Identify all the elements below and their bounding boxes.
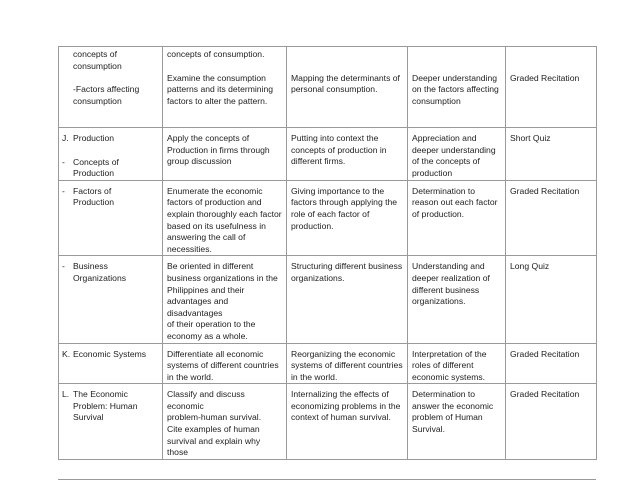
activity-cell <box>287 128 408 181</box>
activity-cell <box>287 180 408 256</box>
list-marker: K. <box>62 348 71 359</box>
assessment-text: Graded Recitation <box>510 72 580 83</box>
table-row <box>59 128 597 181</box>
topic-cell <box>59 180 163 256</box>
assessment-text: Graded Recitation <box>510 185 580 196</box>
topic-text: Business Organizations <box>73 261 127 283</box>
table-row <box>59 47 597 128</box>
value-cell <box>408 384 506 460</box>
activity-cell <box>287 256 408 343</box>
value-cell <box>408 180 506 256</box>
value-text: Interpretation of the roles of different economic systems. <box>412 348 487 382</box>
assessment-cell <box>506 384 597 460</box>
activity-text: Structuring different business organizations. <box>291 261 403 283</box>
assessment-text: Long Quiz <box>510 261 550 272</box>
value-cell <box>408 256 506 343</box>
assessment-text: Graded Recitation <box>510 348 580 359</box>
table-row <box>59 343 597 384</box>
list-marker: L. <box>62 389 70 400</box>
value-text: Deeper understanding on the factors affecting consumption <box>412 72 499 106</box>
activity-cell <box>287 47 408 128</box>
objective-cell <box>163 180 287 256</box>
topic-text: concepts of consumption <box>73 49 122 71</box>
activity-text: Internalizing the effects of economizing problems in the context of human survival. <box>291 389 401 423</box>
topic-cell <box>59 343 163 384</box>
assessment-cell <box>506 180 597 256</box>
list-marker: - <box>62 261 65 272</box>
assessment-text: Graded Recitation <box>510 389 580 400</box>
activity-text: Giving importance to the factors through applying the role of each factor of production. <box>291 185 398 231</box>
value-text: Appreciation and deeper understanding of the concepts of production <box>412 133 496 178</box>
topic-cell <box>59 128 163 181</box>
objective-text: concepts of consumption. <box>167 49 265 59</box>
list-marker <box>59 84 73 107</box>
value-cell <box>408 343 506 384</box>
activity-cell <box>287 384 408 460</box>
topic-text: The Economic Problem: Human Survival <box>73 389 138 423</box>
assessment-cell <box>506 47 597 128</box>
objective-text: Examine the consumption patterns and its determining factors to alter the pattern. <box>167 72 274 106</box>
list-marker <box>59 49 73 72</box>
topic-text: -Factors affecting consumption <box>73 84 140 106</box>
objective-text: Apply the concepts of Production in firms through group discussion <box>167 133 270 167</box>
objective-text: Differentiate all economic systems of different countries in the world. <box>167 348 279 382</box>
objective-cell <box>163 343 287 384</box>
activity-text: Reorganizing the economic systems of different countries in the world. <box>291 348 403 382</box>
table-row <box>59 256 597 343</box>
table-bottom-rule <box>58 479 596 480</box>
assessment-cell <box>506 128 597 181</box>
curriculum-table <box>58 46 597 460</box>
value-text: Determination to reason out each factor of production. <box>412 185 498 219</box>
list-marker: J. <box>62 133 69 143</box>
value-text: Determination to answer the economic problem of Human Survival. <box>412 389 494 435</box>
value-text <box>412 49 501 61</box>
objective-text: Enumerate the economic factors of production and explain thoroughly each factor based on its usefulness in answering the call of necessities. <box>167 185 282 254</box>
assessment-cell <box>506 256 597 343</box>
objective-cell <box>163 47 287 128</box>
objective-cell <box>163 256 287 343</box>
activity-text: Putting into context the concepts of production in different firms. <box>291 133 387 167</box>
list-marker: - <box>62 156 65 167</box>
table-row <box>59 180 597 256</box>
table-row <box>59 384 597 460</box>
objective-text: Be oriented in different business organizations in the Philippines and their advantages and disadvantages of their operation to the economy as a whole. <box>167 261 278 341</box>
topic-cell <box>59 256 163 343</box>
objective-text: Classify and discuss economic problem-human survival. Cite examples of human survival and explain why those <box>167 389 262 458</box>
topic-text: Concepts of Production <box>73 156 119 179</box>
topic-cell <box>59 384 163 460</box>
activity-cell <box>287 343 408 384</box>
assessment-cell <box>506 343 597 384</box>
topic-text: Production <box>73 133 115 143</box>
topic-cell <box>59 47 163 128</box>
value-cell <box>408 47 506 128</box>
list-marker: - <box>62 185 65 196</box>
objective-cell <box>163 384 287 460</box>
value-text: Understanding and deeper realization of different business organizations. <box>412 261 490 307</box>
activity-text <box>291 49 403 61</box>
value-cell <box>408 128 506 181</box>
topic-text: Factors of Production <box>73 185 115 208</box>
assessment-text: Short Quiz <box>510 133 551 143</box>
activity-text: Mapping the determinants of personal consumption. <box>291 72 400 95</box>
topic-text: Economic Systems <box>73 348 147 359</box>
assessment-text <box>510 49 592 61</box>
objective-cell <box>163 128 287 181</box>
